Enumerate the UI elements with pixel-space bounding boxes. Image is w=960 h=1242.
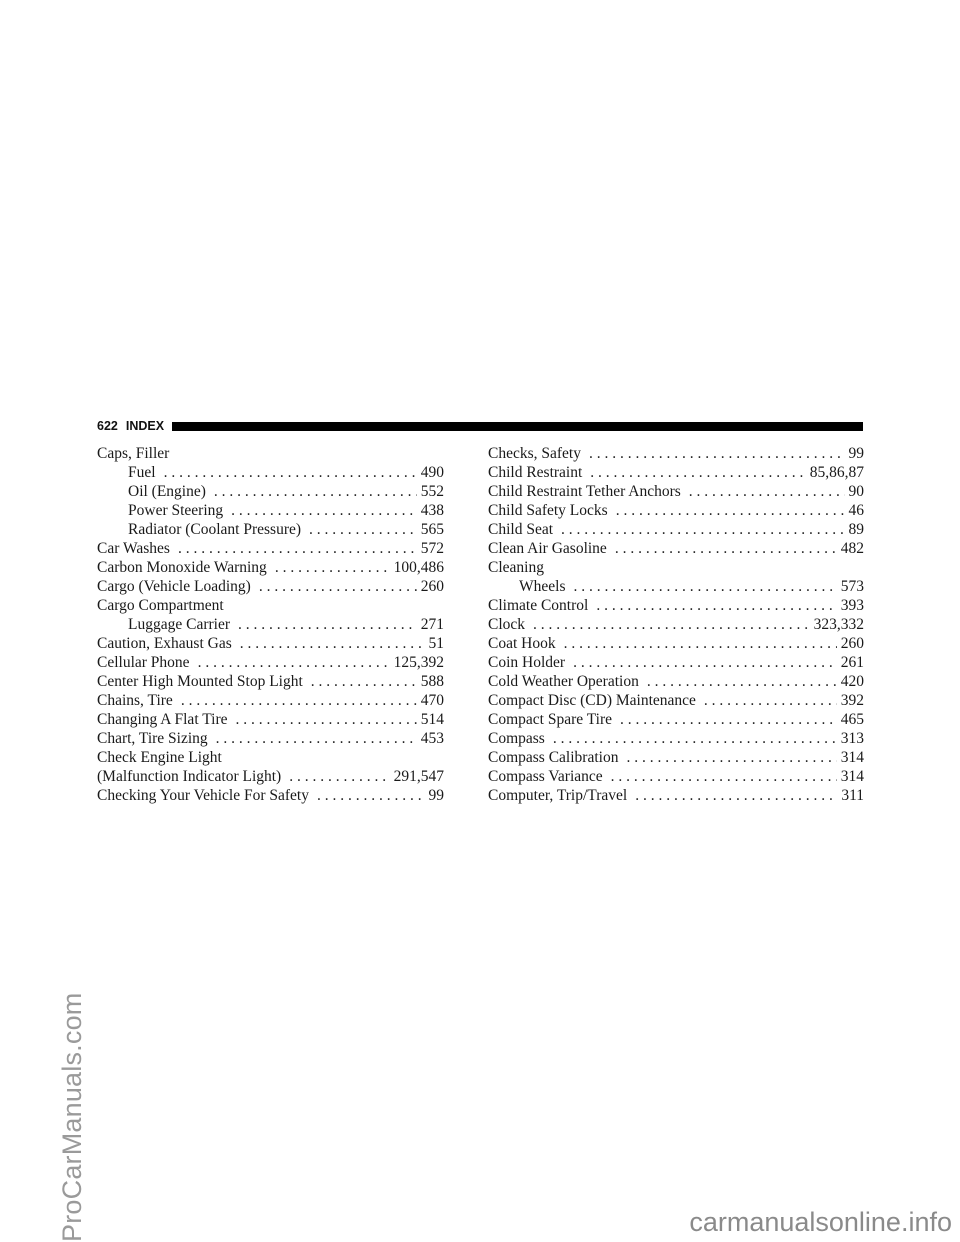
entry-label: Child Restraint xyxy=(488,464,583,481)
entry-label: Compact Spare Tire xyxy=(488,711,612,728)
entry-page-number: 313 xyxy=(840,730,864,747)
dot-leader xyxy=(589,444,845,463)
index-entry xyxy=(488,653,864,672)
index-entry xyxy=(97,444,444,463)
entry-page-number: 99 xyxy=(848,445,864,462)
entry-label: Cleaning xyxy=(488,559,544,576)
entry-label: Cellular Phone xyxy=(97,654,190,671)
entry-label: Chart, Tire Sizing xyxy=(97,730,208,747)
entry-label: Cold Weather Operation xyxy=(488,673,639,690)
index-subentry xyxy=(97,615,444,634)
entry-label: Checks, Safety xyxy=(488,445,581,462)
dot-leader xyxy=(615,539,837,558)
entry-label: Clean Air Gasoline xyxy=(488,540,607,557)
index-subentry xyxy=(97,463,444,482)
index-subentry xyxy=(97,501,444,520)
index-entry xyxy=(488,463,864,482)
entry-page-number: 490 xyxy=(420,464,444,481)
index-entry xyxy=(97,767,444,786)
entry-label: Cargo Compartment xyxy=(97,597,224,614)
entry-page-number: 392 xyxy=(840,692,864,709)
dot-leader xyxy=(590,463,805,482)
entry-label: Child Restraint Tether Anchors xyxy=(488,483,681,500)
index-entry xyxy=(488,767,864,786)
dot-leader xyxy=(238,615,417,634)
index-entry xyxy=(97,691,444,710)
index-entry xyxy=(488,691,864,710)
entry-label: Compass Variance xyxy=(488,768,603,785)
dot-leader xyxy=(289,767,389,786)
index-entry xyxy=(488,615,864,634)
dot-leader xyxy=(620,710,837,729)
dot-leader xyxy=(561,520,844,539)
entry-page-number: 100,486 xyxy=(393,559,444,576)
index-entry xyxy=(97,786,444,805)
index-entry xyxy=(97,729,444,748)
entry-label: Caution, Exhaust Gas xyxy=(97,635,232,652)
index-entry xyxy=(97,558,444,577)
entry-label: Compass Calibration xyxy=(488,749,619,766)
entry-label: Luggage Carrier xyxy=(128,616,230,633)
entry-label: Child Seat xyxy=(488,521,554,538)
entry-page-number: 393 xyxy=(840,597,864,614)
entry-page-number: 470 xyxy=(420,692,444,709)
entry-page-number: 311 xyxy=(841,787,864,804)
index-subentry xyxy=(97,520,444,539)
index-column-left xyxy=(97,444,444,805)
index-subentry xyxy=(97,482,444,501)
dot-leader xyxy=(214,482,417,501)
index-entry xyxy=(488,558,864,577)
dot-leader xyxy=(573,577,836,596)
entry-label: Cargo (Vehicle Loading) xyxy=(97,578,251,595)
entry-label: Compass xyxy=(488,730,545,747)
header-rule xyxy=(172,422,863,431)
entry-page-number: 552 xyxy=(420,483,444,500)
dot-leader xyxy=(704,691,837,710)
entry-label: Radiator (Coolant Pressure) xyxy=(128,521,302,538)
entry-label: Center High Mounted Stop Light xyxy=(97,673,303,690)
entry-label: Power Steering xyxy=(128,502,224,519)
index-entry xyxy=(97,672,444,691)
entry-page-number: 514 xyxy=(420,711,444,728)
entry-page-number: 260 xyxy=(840,635,864,652)
entry-page-number: 420 xyxy=(840,673,864,690)
dot-leader xyxy=(596,596,836,615)
dot-leader xyxy=(533,615,810,634)
entry-page-number: 46 xyxy=(848,502,864,519)
entry-page-number: 438 xyxy=(420,502,444,519)
index-entry xyxy=(488,596,864,615)
entry-label: Wheels xyxy=(519,578,566,595)
bottom-watermark: carmanualsonline.info xyxy=(689,1207,952,1237)
index-entry xyxy=(488,729,864,748)
dot-leader xyxy=(647,672,837,691)
entry-label: Coat Hook xyxy=(488,635,556,652)
entry-label: (Malfunction Indicator Light) xyxy=(97,768,282,785)
entry-label: Car Washes xyxy=(97,540,170,557)
dot-leader xyxy=(611,767,837,786)
dot-leader xyxy=(573,653,837,672)
entry-label: Child Safety Locks xyxy=(488,502,608,519)
dot-leader xyxy=(564,634,837,653)
index-entry xyxy=(488,748,864,767)
dot-leader xyxy=(553,729,837,748)
entry-page-number: 314 xyxy=(840,768,864,785)
entry-page-number: 89 xyxy=(848,521,864,538)
entry-label: Chains, Tire xyxy=(97,692,173,709)
entry-page-number: 260 xyxy=(420,578,444,595)
entry-page-number: 271 xyxy=(420,616,444,633)
entry-label: Check Engine Light xyxy=(97,749,222,766)
index-entry xyxy=(97,653,444,672)
page-number: 622 xyxy=(97,419,118,433)
entry-page-number: 51 xyxy=(428,635,444,652)
side-watermark: ProCarManuals.com xyxy=(57,992,87,1242)
entry-page-number: 99 xyxy=(428,787,444,804)
index-entry xyxy=(97,710,444,729)
entry-label: Changing A Flat Tire xyxy=(97,711,228,728)
dot-leader xyxy=(164,463,417,482)
index-entry xyxy=(97,577,444,596)
index-entry xyxy=(488,444,864,463)
entry-page-number: 314 xyxy=(840,749,864,766)
dot-leader xyxy=(311,672,417,691)
dot-leader xyxy=(231,501,417,520)
entry-label: Caps, Filler xyxy=(97,445,170,462)
entry-page-number: 85,86,87 xyxy=(809,464,864,481)
entry-page-number: 482 xyxy=(840,540,864,557)
page-header xyxy=(97,418,863,434)
entry-label: Coin Holder xyxy=(488,654,566,671)
index-entry xyxy=(488,786,864,805)
index-entry xyxy=(488,539,864,558)
entry-label: Checking Your Vehicle For Safety xyxy=(97,787,309,804)
index-entry xyxy=(488,634,864,653)
index-subentry xyxy=(488,577,864,596)
entry-page-number: 125,392 xyxy=(393,654,444,671)
entry-page-number: 465 xyxy=(840,711,864,728)
index-entry xyxy=(488,482,864,501)
index-entry xyxy=(97,596,444,615)
entry-page-number: 588 xyxy=(420,673,444,690)
dot-leader xyxy=(240,634,425,653)
entry-label: Compact Disc (CD) Maintenance xyxy=(488,692,696,709)
entry-page-number: 565 xyxy=(420,521,444,538)
entry-page-number: 453 xyxy=(420,730,444,747)
dot-leader xyxy=(635,786,837,805)
index-entry xyxy=(488,710,864,729)
entry-label: Clock xyxy=(488,616,526,633)
entry-label: Carbon Monoxide Warning xyxy=(97,559,267,576)
dot-leader xyxy=(626,748,836,767)
dot-leader xyxy=(616,501,845,520)
entry-label: Computer, Trip/Travel xyxy=(488,787,628,804)
dot-leader xyxy=(275,558,390,577)
dot-leader xyxy=(309,520,417,539)
index-entry xyxy=(488,520,864,539)
section-title: INDEX xyxy=(125,419,165,433)
dot-leader xyxy=(317,786,425,805)
dot-leader xyxy=(216,729,417,748)
entry-page-number: 572 xyxy=(420,540,444,557)
entry-label: Oil (Engine) xyxy=(128,483,206,500)
entry-page-number: 291,547 xyxy=(393,768,444,785)
dot-leader xyxy=(259,577,417,596)
index-entry xyxy=(97,748,444,767)
entry-label: Climate Control xyxy=(488,597,589,614)
entry-page-number: 90 xyxy=(848,483,864,500)
dot-leader xyxy=(689,482,845,501)
entry-page-number: 261 xyxy=(840,654,864,671)
index-entry xyxy=(97,634,444,653)
dot-leader xyxy=(236,710,417,729)
entry-label: Fuel xyxy=(128,464,156,481)
dot-leader xyxy=(178,539,417,558)
index-column-right xyxy=(488,444,864,805)
index-entry xyxy=(488,672,864,691)
entry-page-number: 573 xyxy=(840,578,864,595)
entry-page-number: 323,332 xyxy=(813,616,864,633)
index-entry xyxy=(97,539,444,558)
dot-leader xyxy=(181,691,417,710)
dot-leader xyxy=(198,653,390,672)
index-entry xyxy=(488,501,864,520)
